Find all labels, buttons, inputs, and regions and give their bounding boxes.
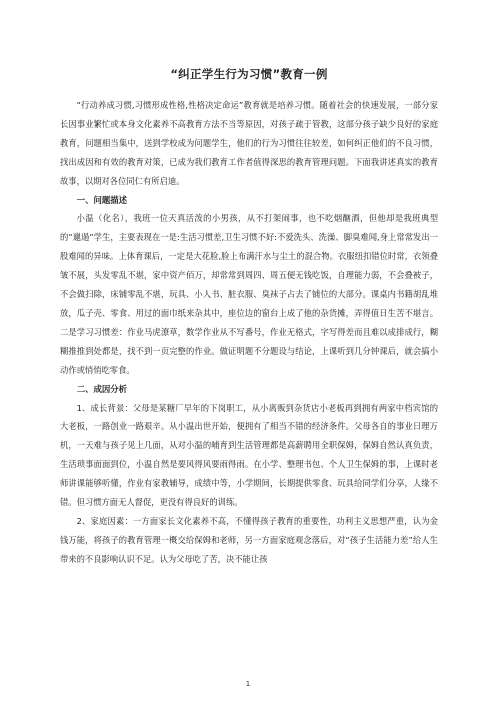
problem-description-paragraph: 小温（化名），我班一位天真活泼的小男孩，从不打架闹事，也不吃烟酗酒，但他却是我班典型的“邋遢”学生，主要表现在一是:生活习惯差,卫生习惯不好:不爱洗头、洗澡、脚臭难闻,身上常常发出一股难闻的异味。上体育课后，一定是大花脸,脸上布满汗水与尘土的混合物。衣服纽扣错位时常，衣领叠皱不展，头发零乱不堪，家中资产佰万，却常常到周四、周五便无钱吃饭，自理能力弱，不会叠被子，不会做扫除，床铺零乱不堪，玩具、小人书、脏衣服、臭袜子占去了铺位的大部分。课桌内书籍胡乱堆放，瓜子壳、零食、用过的面巾纸来杂其中，座位边的窗台上成了他的杂货摊，弄得值日生苦不堪言。二是学习习惯差：作业马虎潦草，数学作业从不写番号，作业无格式，字写得差而且难以成排成行，糊糊推推到处都是，找不到一页完整的作业。做证明题不分题设与结论，上课听到几分钟课后，就会搞小动作或悄悄吃零食。 bbox=[60, 213, 438, 375]
document-title: “纠正学生行为习惯”教育一例 bbox=[170, 67, 328, 81]
growth-background-paragraph: 1、成长背景：父母是某糖厂早年的下岗职工，从小离贩到杂货店小老板再到拥有两家中档宾馆的大老板，一路创业一路艰辛。从小温出世开始，便拥有了相当不错的经济条件。父母各自的事业日理万机，一天难与孩子见上几面，从对小温的哺育到生活管理都是高薪聘用全职保姆，保姆自然认真负责，生活琐事面面到位，小温自然是要风得风要雨得雨。在小学、整理书包、个人卫生保姆的事，上课时老师讲课能够听懂，作业有家教辅导，成绩中等，小学期间，长期提供零食、玩具给同学们分享，人缘不错。但习惯方面无人督促，更没有得良好的训练。 bbox=[60, 402, 438, 508]
page-number: 1 bbox=[245, 680, 251, 688]
intro-paragraph: “行动养成习惯,习惯形成性格,性格决定命运”教育就是培养习惯。随着社会的快速发展，一部分家长因事业繁忙或本身文化素养不高教育方法不当等原因，对孩子疏于管教，这部分孩子缺少良好的家庭教育，问题相当集中，送到学校成为问题学生，他们的行为习惯往往较差，如何纠正他们的不良习惯，找出成因和有效的教育对策，已成为我们教育工作者值得深思的教育管理问题。下面我讲述真实的教育故事，以期对各位同仁有所启迪。 bbox=[60, 100, 438, 186]
section-heading-problem-description: 一、问题描述 bbox=[76, 194, 128, 205]
section-heading-cause-analysis: 二、成因分析 bbox=[76, 383, 128, 394]
family-factors-paragraph: 2、家庭因素：一方面家长文化素养不高，不懂得孩子教育的重要性，功利主义思想严重，认为金钱万能，将孩子的教育管理一概交给保姆和老师，另一方面家庭观念落后，对“孩子生活能力差”给人生带来的不良影响认识不足。认为父母吃了苦，决不能让孩 bbox=[60, 515, 438, 564]
